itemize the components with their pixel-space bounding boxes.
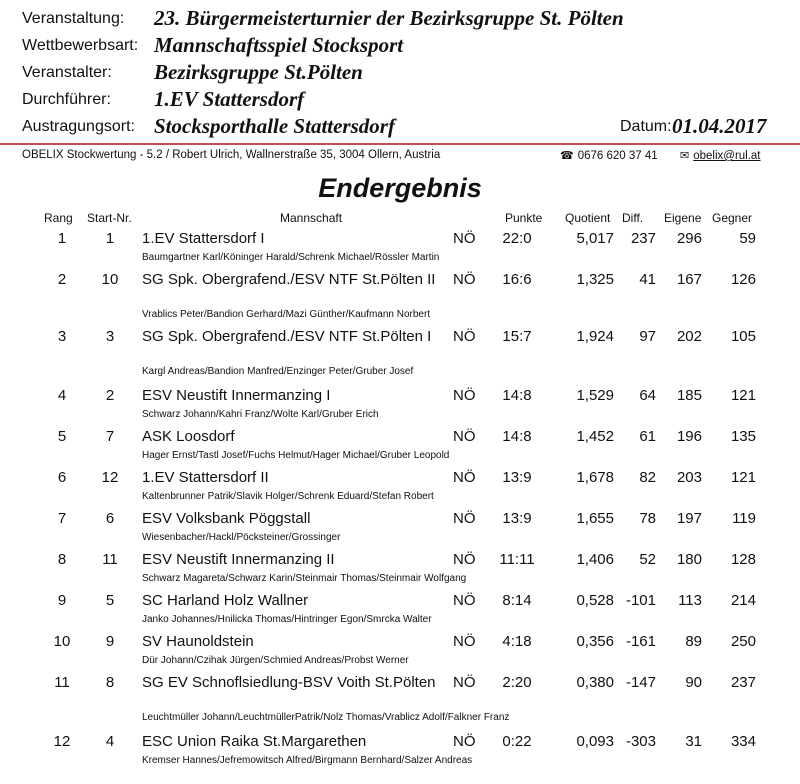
quotient-cell: 1,325	[576, 271, 614, 288]
quotient-cell: 1,406	[576, 551, 614, 568]
region-cell: NÖ	[453, 674, 476, 691]
start-cell: 12	[101, 469, 119, 486]
info-row-venue	[0, 114, 800, 140]
result-row	[0, 469, 800, 502]
team-cell: SG EV Schnoflsiedlung-BSV Voith St.Pölten	[142, 674, 436, 691]
software-org: OBELIX Stockwertung - 5.2 / Robert Ulrich, Wallnerstraße 35, 3004 Ollern, Austria	[22, 149, 441, 161]
rang-cell: 2	[57, 271, 67, 288]
points-cell: 13:9	[502, 469, 532, 486]
start-cell: 7	[105, 428, 115, 445]
info-row-event	[0, 6, 800, 32]
region-cell: NÖ	[453, 387, 476, 404]
quotient-cell: 1,678	[576, 469, 614, 486]
column-header-diff: Diff.	[622, 211, 644, 225]
opponent-cell: 105	[730, 328, 756, 345]
players-line: Kremser Hannes/Jefremowitsch Alfred/Birgmann Bernhard/Salzer Andreas	[142, 755, 473, 766]
email-contact	[680, 149, 761, 162]
start-cell: 5	[105, 592, 115, 609]
points-cell: 15:7	[502, 328, 532, 345]
players-line: Wiesenbacher/Hackl/Pöcksteiner/Grossinger	[142, 532, 341, 543]
team-cell: ESC Union Raika St.Margarethen	[142, 733, 367, 750]
points-cell: 13:9	[502, 510, 532, 527]
points-cell: 14:8	[502, 387, 532, 404]
rang-cell: 6	[57, 469, 67, 486]
phone-number: 0676 620 37 41	[577, 150, 658, 162]
start-cell: 9	[105, 633, 115, 650]
region-cell: NÖ	[453, 469, 476, 486]
players-line: Kaltenbrunner Patrik/Slavik Holger/Schrenk Eduard/Stefan Robert	[142, 491, 434, 502]
diff-cell: 52	[639, 551, 656, 568]
start-cell: 6	[105, 510, 115, 527]
region-cell: NÖ	[453, 271, 476, 288]
start-cell: 4	[105, 733, 115, 750]
players-line: Leuchtmüller Johann/LeuchtmüllerPatrik/Nolz Thomas/Vrablicz Adolf/Falkner Franz	[142, 712, 510, 723]
phone-icon: ☎	[560, 149, 574, 162]
quotient-cell: 1,452	[576, 428, 614, 445]
rang-cell: 4	[57, 387, 67, 404]
team-cell: ESV Neustift Innermanzing II	[142, 551, 335, 568]
region-cell: NÖ	[453, 510, 476, 527]
region-cell: NÖ	[453, 328, 476, 345]
opponent-cell: 135	[730, 428, 756, 445]
opponent-cell: 237	[730, 674, 756, 691]
diff-cell: -147	[625, 674, 656, 691]
players-line: Dür Johann/Czihak Jürgen/Schmied Andreas/Probst Werner	[142, 655, 409, 666]
info-row-organizer	[0, 60, 800, 86]
info-value: 23. Bürgermeisterturnier der Bezirksgruppe St. Pölten	[154, 6, 624, 30]
rang-cell: 1	[57, 230, 67, 247]
diff-cell: -161	[625, 633, 656, 650]
rang-cell: 11	[54, 674, 70, 691]
result-row	[0, 510, 800, 543]
quotient-cell: 0,380	[576, 674, 614, 691]
diff-cell: 64	[639, 387, 656, 404]
quotient-cell: 5,017	[576, 230, 614, 247]
diff-cell: 78	[639, 510, 656, 527]
opponent-cell: 121	[730, 469, 756, 486]
start-cell: 8	[105, 674, 115, 691]
start-cell: 10	[101, 271, 119, 288]
diff-cell: 97	[639, 328, 656, 345]
info-row-host	[0, 87, 800, 113]
players-line: Vrablics Peter/Bandion Gerhard/Mazi Günther/Kaufmann Norbert	[142, 309, 431, 320]
rang-cell: 9	[57, 592, 67, 609]
start-cell: 11	[102, 551, 118, 568]
points-cell: 0:22	[502, 733, 532, 750]
column-header-gegner: Gegner	[712, 211, 753, 225]
points-cell: 2:20	[502, 674, 532, 691]
quotient-cell: 0,093	[576, 733, 614, 750]
info-value: Bezirksgruppe St.Pölten	[154, 60, 363, 84]
info-label: Austragungsort:	[22, 118, 135, 135]
header-divider	[0, 143, 800, 145]
start-cell: 3	[105, 328, 115, 345]
points-cell: 11:11	[499, 551, 535, 568]
rang-cell: 12	[53, 733, 71, 750]
points-cell: 22:0	[502, 230, 532, 247]
team-cell: ASK Loosdorf	[142, 428, 235, 445]
rang-cell: 8	[57, 551, 67, 568]
result-row	[0, 328, 800, 377]
players-line: Janko Johannes/Hnilicka Thomas/Hintringer Egon/Smrcka Walter	[142, 614, 432, 625]
result-row	[0, 633, 800, 666]
team-cell: SC Harland Holz Wallner	[142, 592, 309, 609]
points-cell: 14:8	[502, 428, 532, 445]
diff-cell: 82	[639, 469, 656, 486]
points-cell: 8:14	[502, 592, 532, 609]
email-link[interactable]: obelix@rul.at	[693, 150, 761, 162]
own-cell: 197	[676, 510, 702, 527]
diff-cell: 237	[630, 230, 656, 247]
own-cell: 203	[676, 469, 702, 486]
team-cell: ESV Volksbank Pöggstall	[142, 510, 311, 527]
quotient-cell: 0,528	[576, 592, 614, 609]
result-row	[0, 733, 800, 766]
envelope-icon: ✉	[680, 149, 690, 162]
info-label: Durchführer:	[22, 91, 111, 108]
players-line: Hager Ernst/Tastl Josef/Fuchs Helmut/Hager Michael/Gruber Leopold	[142, 450, 450, 461]
column-header-team: Mannschaft	[280, 211, 343, 225]
opponent-cell: 250	[730, 633, 756, 650]
page-title: Endergebnis	[318, 173, 482, 203]
start-cell: 1	[105, 230, 115, 247]
opponent-cell: 59	[739, 230, 756, 247]
result-row	[0, 230, 800, 263]
own-cell: 196	[676, 428, 702, 445]
region-cell: NÖ	[453, 230, 476, 247]
team-cell: SG Spk. Obergrafend./ESV NTF St.Pölten II	[142, 271, 436, 288]
column-header-start: Start-Nr.	[87, 211, 132, 225]
own-cell: 90	[685, 674, 702, 691]
players-line: Schwarz Johann/Kahri Franz/Wolte Karl/Gruber Erich	[142, 409, 379, 420]
own-cell: 89	[685, 633, 702, 650]
team-cell: 1.EV Stattersdorf II	[142, 469, 269, 486]
players-line: Kargl Andreas/Bandion Manfred/Enzinger Peter/Gruber Josef	[142, 366, 414, 377]
region-cell: NÖ	[453, 551, 476, 568]
result-row	[0, 592, 800, 625]
opponent-cell: 126	[730, 271, 756, 288]
result-row	[0, 551, 800, 584]
phone-contact	[560, 149, 658, 162]
own-cell: 202	[676, 328, 702, 345]
column-header-rang: Rang	[44, 211, 73, 225]
region-cell: NÖ	[453, 592, 476, 609]
own-cell: 113	[678, 592, 702, 609]
result-row	[0, 674, 800, 723]
result-row	[0, 428, 800, 461]
own-cell: 180	[676, 551, 702, 568]
date-value: 01.04.2017	[672, 114, 767, 138]
quotient-cell: 1,529	[576, 387, 614, 404]
players-line: Schwarz Magareta/Schwarz Karin/Steinmair Thomas/Steinmair Wolfgang	[142, 573, 467, 584]
team-cell: SG Spk. Obergrafend./ESV NTF St.Pölten I	[142, 328, 432, 345]
region-cell: NÖ	[453, 428, 476, 445]
info-label: Veranstalter:	[22, 64, 112, 81]
rang-cell: 10	[53, 633, 71, 650]
points-cell: 16:6	[502, 271, 532, 288]
diff-cell: -303	[625, 733, 656, 750]
opponent-cell: 121	[730, 387, 756, 404]
info-label: Veranstaltung:	[22, 10, 125, 27]
rang-cell: 3	[57, 328, 67, 345]
own-cell: 185	[676, 387, 702, 404]
diff-cell: 61	[639, 428, 656, 445]
rang-cell: 7	[57, 510, 67, 527]
info-value: 1.EV Stattersdorf	[154, 87, 305, 111]
info-value: Stocksporthalle Stattersdorf	[154, 114, 395, 138]
team-cell: ESV Neustift Innermanzing I	[142, 387, 331, 404]
quotient-cell: 0,356	[576, 633, 614, 650]
column-header-quotient: Quotient	[565, 211, 611, 225]
diff-cell: 41	[639, 271, 656, 288]
info-label: Wettbewerbsart:	[22, 37, 139, 54]
quotient-cell: 1,924	[576, 328, 614, 345]
players-line: Baumgartner Karl/Köninger Harald/Schrenk Michael/Rössler Martin	[142, 252, 440, 263]
region-cell: NÖ	[453, 633, 476, 650]
region-cell: NÖ	[453, 733, 476, 750]
opponent-cell: 128	[730, 551, 756, 568]
info-row-competition-type	[0, 33, 800, 59]
points-cell: 4:18	[502, 633, 532, 650]
start-cell: 2	[105, 387, 115, 404]
rang-cell: 5	[57, 428, 67, 445]
opponent-cell: 214	[730, 592, 756, 609]
team-cell: SV Haunoldstein	[142, 633, 254, 650]
software-info-line	[0, 148, 800, 166]
result-row	[0, 387, 800, 420]
own-cell: 296	[676, 230, 702, 247]
team-cell: 1.EV Stattersdorf I	[142, 230, 265, 247]
info-value: Mannschaftsspiel Stocksport	[154, 33, 404, 57]
diff-cell: -101	[625, 592, 656, 609]
column-header-punkte: Punkte	[505, 211, 543, 225]
result-row	[0, 271, 800, 320]
opponent-cell: 334	[730, 733, 756, 750]
opponent-cell: 119	[732, 510, 756, 527]
own-cell: 167	[676, 271, 702, 288]
own-cell: 31	[685, 733, 702, 750]
date-label: Datum:	[620, 118, 672, 135]
column-header-eigene: Eigene	[664, 211, 702, 225]
quotient-cell: 1,655	[576, 510, 614, 527]
